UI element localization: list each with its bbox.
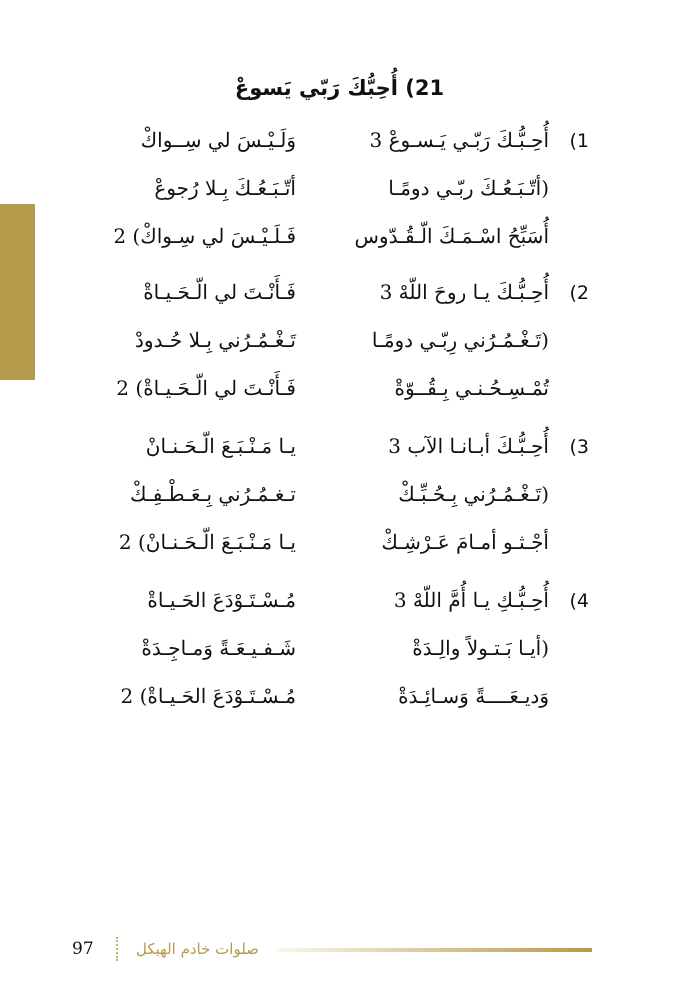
verse-line [0, 588, 679, 628]
verse-right: (تَـغْـمُـرُني بِـحُـبِّـكْ [398, 482, 549, 506]
verse-left: تـغـمُـرُني بِـعَـطْـفِـكْ [129, 482, 296, 506]
verse-left: مُـسْـتَـوْدَعَ الحَـيـاةْ) 2 [120, 684, 296, 708]
verse-right: تُمْـسِـحُـنـي بِـقُــوّةْ [394, 376, 549, 400]
verse-line [0, 176, 679, 216]
verse-left: يـا مَـنْـبَـعَ الّـحَـنـانْ [145, 434, 296, 458]
verse-left: تَـغْـمُـرُني بِـلا حُـدودْ [135, 328, 296, 352]
book-title: صلوات خادم الهيكل [136, 940, 259, 958]
verse-right: أُحِـبُّـكَ أبـانـا الآب 3 [388, 434, 549, 458]
verse-right: أُسَبِّحُ اسْـمَـكَ الّـقُـدّوس [354, 224, 549, 248]
footer-divider [116, 937, 120, 961]
verse-line [0, 434, 679, 474]
verse-left: فَـأَنْـتَ لي الّـحَـيـاةْ [143, 280, 296, 304]
page-number: 97 [72, 939, 94, 959]
stanza-number: 4) [569, 590, 589, 612]
verse-right: أُحِـبُّـكَ يـا روحَ اللّهْ 3 [379, 280, 549, 304]
stanza-number: 3) [569, 436, 589, 458]
verse-line [0, 482, 679, 522]
verse-right: (أتّـبَـعُـكَ ربّـي دومًـا [388, 176, 549, 200]
verse-right: وَديـعَــــةً وَسـائِـدَةْ [398, 684, 549, 708]
verse-left: وَلَـيْـسَ لي سِــواكْ [140, 128, 296, 152]
verse-right: (أيـا بَـتـولاً والِـدَةْ [412, 636, 549, 660]
verse-right: أُحِـبُّـكِ يـا أُمَّ اللّهْ 3 [393, 588, 549, 612]
verse-line [0, 224, 679, 264]
verse-line [0, 530, 679, 570]
hymn-title: 21) أُحِبُّكَ رَبّي يَسوعْ [234, 76, 445, 100]
verse-left: فَـلَـيْـسَ لي سِـواكْ) 2 [113, 224, 296, 248]
verse-right: أُحِـبُّـكَ رَبّـي يَـسـوعْ 3 [369, 128, 549, 152]
stanza-number: 2) [569, 282, 589, 304]
verse-left: مُـسْـتَـوْدَعَ الحَـيـاةْ [147, 588, 296, 612]
verse-line [0, 376, 679, 416]
verse-right: أجْـثـو أمـامَ عَـرْشِـكْ [381, 530, 549, 554]
footer-rule [276, 948, 592, 952]
verse-left: أتّـبَـعُـكَ بِـلا رُجوعْ [154, 176, 296, 200]
verse-line [0, 684, 679, 724]
stanza-number: 1) [569, 130, 589, 152]
verse-line [0, 636, 679, 676]
verse-right: (تَـغْـمُـرُني رِبّـي دومًـا [371, 328, 549, 352]
verse-left: فَـأَنْـتَ لي الّـحَـيـاةْ) 2 [116, 376, 296, 400]
verse-line [0, 280, 679, 320]
verse-line [0, 328, 679, 368]
verse-left: يـا مَـنْـبَـعَ الّـحَـنـانْ) 2 [118, 530, 296, 554]
verse-line [0, 128, 679, 168]
verse-left: شَـفـيـعَـةً وَمـاجِـدَةْ [141, 636, 296, 660]
